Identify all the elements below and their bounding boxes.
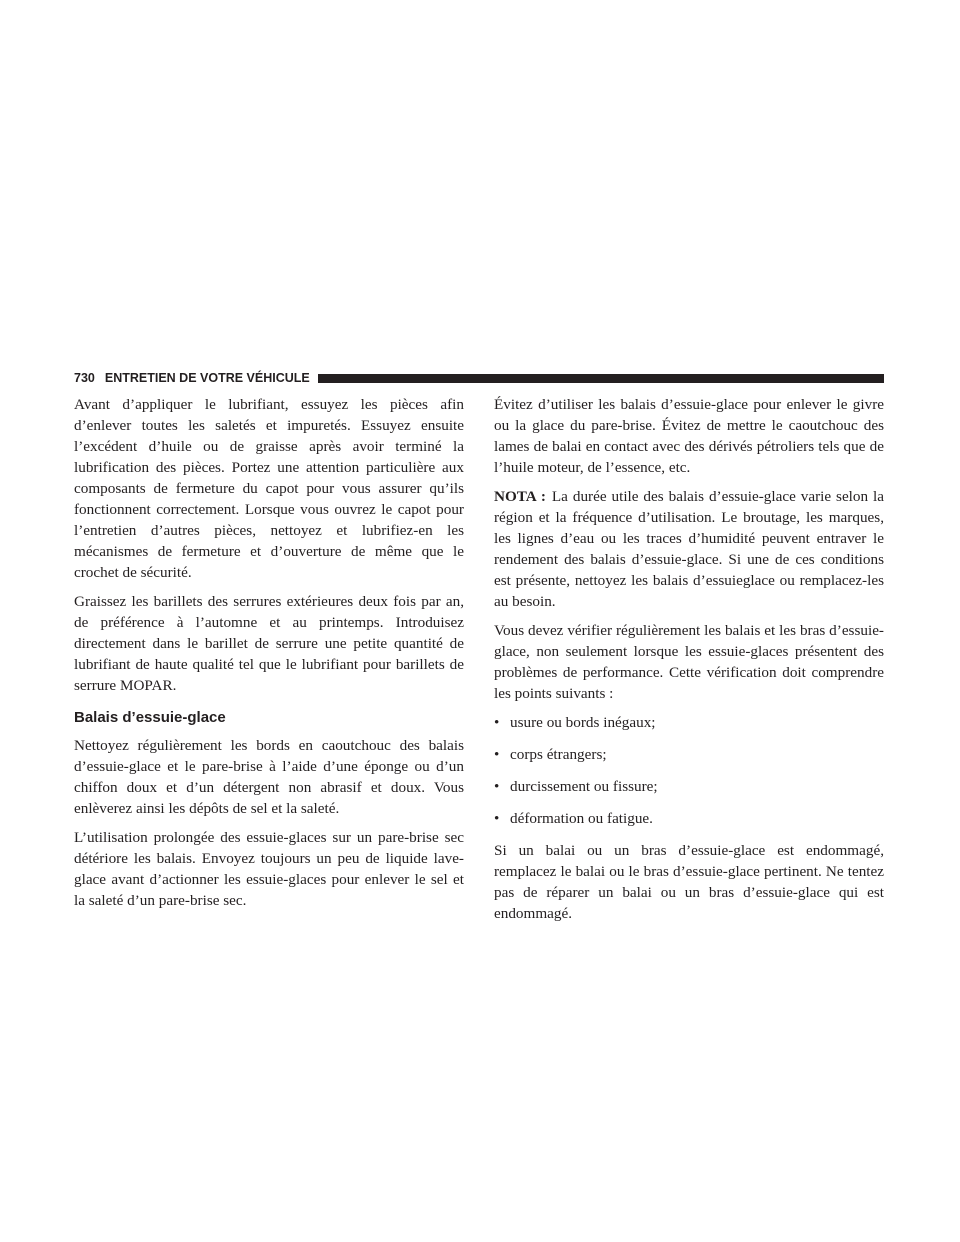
paragraph-inspection: Vous devez vérifier régulièrement les balais et les bras d’essuie-glace, non seulement lorsque les essuie-glaces présentent des problèmes de performance. Cette vérification doit comprendre les points suivants : [494, 622, 884, 702]
page-header [74, 370, 884, 386]
page-number: 730 [74, 371, 95, 385]
left-column [74, 394, 464, 919]
paragraph-damaged: Si un balai ou un bras d’essuie-glace est endommagé, remplacez le balai ou le bras d’essuie-glace pertinent. Ne tentez pas de réparer un balai ou un bras d’essuie-glace qui est endommagé. [494, 842, 884, 922]
nota-paragraph [494, 486, 884, 612]
paragraph-lubrication: Avant d’appliquer le lubrifiant, essuyez les pièces afin d’enlever toutes les saletés et impuretés. Essuyez ensuite l’excédent d’huile ou de graisse après avoir terminé la lubrification des pièces. Portez une attention particulière aux composants de fermeture du capot pour vous assurer qu’ils fonctionnent correctement. Lorsque vous ouvrez le capot pour l’entretien d’autres pièces, nettoyez et lubrifiez-en les mécanismes de fermeture et d’ouverture de même que le crochet de sécurité. [74, 396, 464, 581]
section-title: ENTRETIEN DE VOTRE VÉHICULE [104, 371, 310, 385]
paragraph-cleaning: Nettoyez régulièrement les bords en caoutchouc des balais d’essuie-glace et le pare-brise à l’aide d’une éponge ou d’un chiffon doux et d’un détergent non abrasif et doux. Vous enlèverez ainsi les dépôts de sel et la saleté. [74, 737, 464, 817]
bullet-icon: • [494, 714, 500, 731]
bullet-icon: • [494, 746, 500, 763]
paragraph-dry-windshield: L’utilisation prolongée des essuie-glaces sur un pare-brise sec détériore les balais. Envoyez toujours un peu de liquide lave-glace avant d’actionner les essuie-glaces pour enlever le sel et la saleté d’un pare-brise sec. [74, 829, 464, 909]
list-item: • usure ou bords inégaux; [494, 714, 656, 731]
bullet-icon: • [494, 778, 500, 795]
bullet-icon: • [494, 810, 500, 827]
list-item: • corps étrangers; [494, 746, 607, 763]
inspection-list [494, 712, 884, 829]
header-rule [318, 374, 884, 383]
heading-wiper-blades: Balais d’essuie-glace [74, 709, 226, 726]
nota-text: La durée utile des balais d’essuie-glace varie selon la région et la fréquence d’utilisation. Le broutage, les marques, les lignes d’eau ou les traces d’humidité peuvent entraver le rendement des balais d’essuie-glace. Si une de ces conditions est présente, nettoyez les balais d’essuieglace ou remplacez-les au besoin. [494, 488, 884, 610]
list-item: • durcissement ou fissure; [494, 778, 658, 795]
paragraph-lock-cylinders: Graissez les barillets des serrures extérieures deux fois par an, de préférence à l’automne et au printemps. Introduisez directement dans le barillet de serrure une petite quantité de lubrifiant de haute qualité tel que le lubrifiant pour barillets de serrure MOPAR. [74, 593, 464, 694]
right-column [494, 394, 884, 932]
paragraph-frost: Évitez d’utiliser les balais d’essuie-glace pour enlever le givre ou la glace du pare-brise. Évitez de mettre le caoutchouc des lames de balai en contact avec des dérivés pétroliers tels que de l’huile moteur, de l’essence, etc. [494, 396, 884, 476]
list-item: • déformation ou fatigue. [494, 810, 653, 827]
nota-label: NOTA : [494, 488, 546, 505]
